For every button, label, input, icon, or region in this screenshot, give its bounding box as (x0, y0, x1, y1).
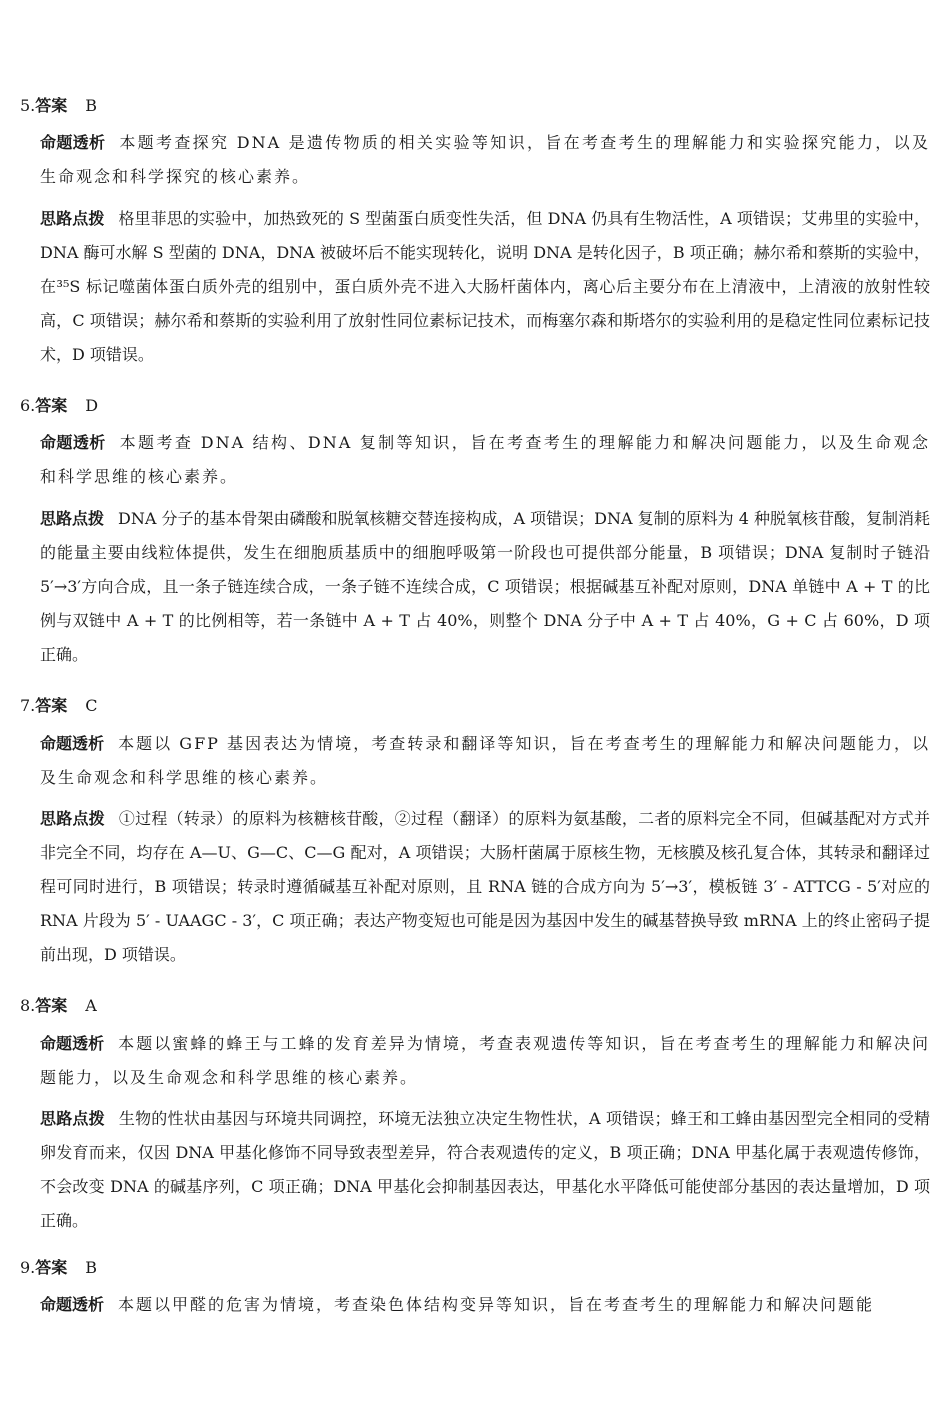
analysis-paragraph (40, 426, 930, 494)
analysis-text: 本题以蜜蜂的蜂王与工蜂的发育差异为情境，考查表观遗传等知识，旨在考查考生的理解能力和解决问题能力，以及生命观念和科学思维的核心素养。 (40, 1034, 930, 1087)
approach-label: 思路点拨 (40, 209, 105, 228)
question-8 (20, 995, 930, 1017)
question-9 (20, 1257, 930, 1279)
approach-paragraph (40, 202, 930, 372)
answer-line (20, 695, 930, 717)
question-6 (20, 395, 930, 417)
analysis-paragraph (40, 126, 930, 194)
approach-text: ①过程（转录）的原料为核糖核苷酸，②过程（翻译）的原料为氨基酸，二者的原料完全不同，但碱基配对方式并非完全不同，均存在 A—U、G—C、C—G 配对，A 项错误；大肠杆菌属于原核生物，无核膜及核孔复合体，其转录和翻译过程可同时进行，B 项错误；转录时遵循碱基互补配对原则，且 RNA 链的合成方向为 5′→3′，模板链 3′ - ATTCG - 5′对应的 RNA 片段为 5′ - UAAGC - 3′，C 项正确；表达产物变短也可能是因为基因中发生的碱基替换导致 mRNA 上的终止密码子提前出现，D 项错误。 (40, 809, 930, 964)
answer-value: A (85, 996, 97, 1015)
answer-label: 答案 (35, 996, 68, 1015)
answer-label: 答案 (35, 1258, 68, 1277)
approach-label: 思路点拨 (40, 809, 105, 828)
approach-paragraph (40, 502, 930, 672)
approach-text: 格里菲思的实验中，加热致死的 S 型菌蛋白质变性失活，但 DNA 仍具有生物活性，A 项错误；艾弗里的实验中，DNA 酶可水解 S 型菌的 DNA，DNA 被破坏后不能实现转化，说明 DNA 是转化因子，B 项正确；赫尔希和蔡斯的实验中，在³⁵S 标记噬菌体蛋白质外壳的组别中，蛋白质外壳不进入大肠杆菌体内，离心后主要分布在上清液中，上清液的放射性较高，C 项错误；赫尔希和蔡斯的实验利用了放射性同位素标记技术，而梅塞尔森和斯塔尔的实验利用的是稳定性同位素标记技术，D 项错误。 (40, 209, 930, 364)
question-number: 6. (20, 396, 36, 415)
analysis-paragraph (40, 1027, 930, 1095)
answer-value: B (85, 96, 98, 115)
answer-line (20, 995, 930, 1017)
question-number: 9. (20, 1258, 36, 1277)
question-number: 5. (20, 96, 36, 115)
approach-label: 思路点拨 (40, 1109, 105, 1128)
answer-value: C (85, 696, 98, 715)
answer-label: 答案 (35, 696, 68, 715)
analysis-label: 命题透析 (40, 1295, 105, 1314)
analysis-label: 命题透析 (40, 734, 105, 753)
analysis-label: 命题透析 (40, 1034, 105, 1053)
approach-label: 思路点拨 (40, 509, 105, 528)
analysis-text: 本题以甲醛的危害为情境，考查染色体结构变异等知识，旨在考查考生的理解能力和解决问题能 (118, 1295, 875, 1314)
analysis-paragraph (40, 1288, 930, 1322)
approach-text: 生物的性状由基因与环境共同调控，环境无法独立决定生物性状，A 项错误；蜂王和工蜂由基因型完全相同的受精卵发育而来，仅因 DNA 甲基化修饰不同导致表型差异，符合表观遗传的定义，B 项正确；DNA 甲基化属于表观遗传修饰，不会改变 DNA 的碱基序列，C 项正确；DNA 甲基化会抑制基因表达，甲基化水平降低可能使部分基因的表达量增加，D 项正确。 (40, 1109, 930, 1230)
approach-paragraph (40, 802, 930, 972)
analysis-text: 本题考查 DNA 结构、DNA 复制等知识，旨在考查考生的理解能力和解决问题能力，以及生命观念和科学思维的核心素养。 (40, 433, 930, 486)
question-5 (20, 95, 930, 117)
answer-label: 答案 (35, 396, 68, 415)
answer-value: D (85, 396, 99, 415)
question-7 (20, 695, 930, 717)
question-number: 8. (20, 996, 36, 1015)
analysis-paragraph (40, 727, 930, 795)
analysis-label: 命题透析 (40, 433, 106, 452)
answer-value: B (85, 1258, 98, 1277)
answer-line (20, 95, 930, 117)
analysis-text: 本题以 GFP 基因表达为情境，考查转录和翻译等知识，旨在考查考生的理解能力和解决问题能力，以及生命观念和科学思维的核心素养。 (40, 734, 930, 787)
question-number: 7. (20, 696, 36, 715)
approach-text: DNA 分子的基本骨架由磷酸和脱氧核糖交替连接构成，A 项错误；DNA 复制的原料为 4 种脱氧核苷酸，复制消耗的能量主要由线粒体提供，发生在细胞质基质中的细胞呼吸第一阶段也可提供部分能量，B 项错误；DNA 复制时子链沿 5′→3′方向合成，且一条子链连续合成，一条子链不连续合成，C 项错误；根据碱基互补配对原则，DNA 单链中 A + T 的比例与双链中 A + T 的比例相等，若一条链中 A + T 占 40%，则整个 DNA 分子中 A + T 占 40%，G + C 占 60%，D 项正确。 (40, 509, 930, 664)
answer-line (20, 1257, 930, 1279)
answer-line (20, 395, 930, 417)
analysis-text: 本题考查探究 DNA 是遗传物质的相关实验等知识，旨在考查考生的理解能力和实验探究能力，以及生命观念和科学探究的核心素养。 (40, 133, 930, 186)
approach-paragraph (40, 1102, 930, 1238)
answer-label: 答案 (35, 96, 68, 115)
analysis-label: 命题透析 (40, 133, 106, 152)
